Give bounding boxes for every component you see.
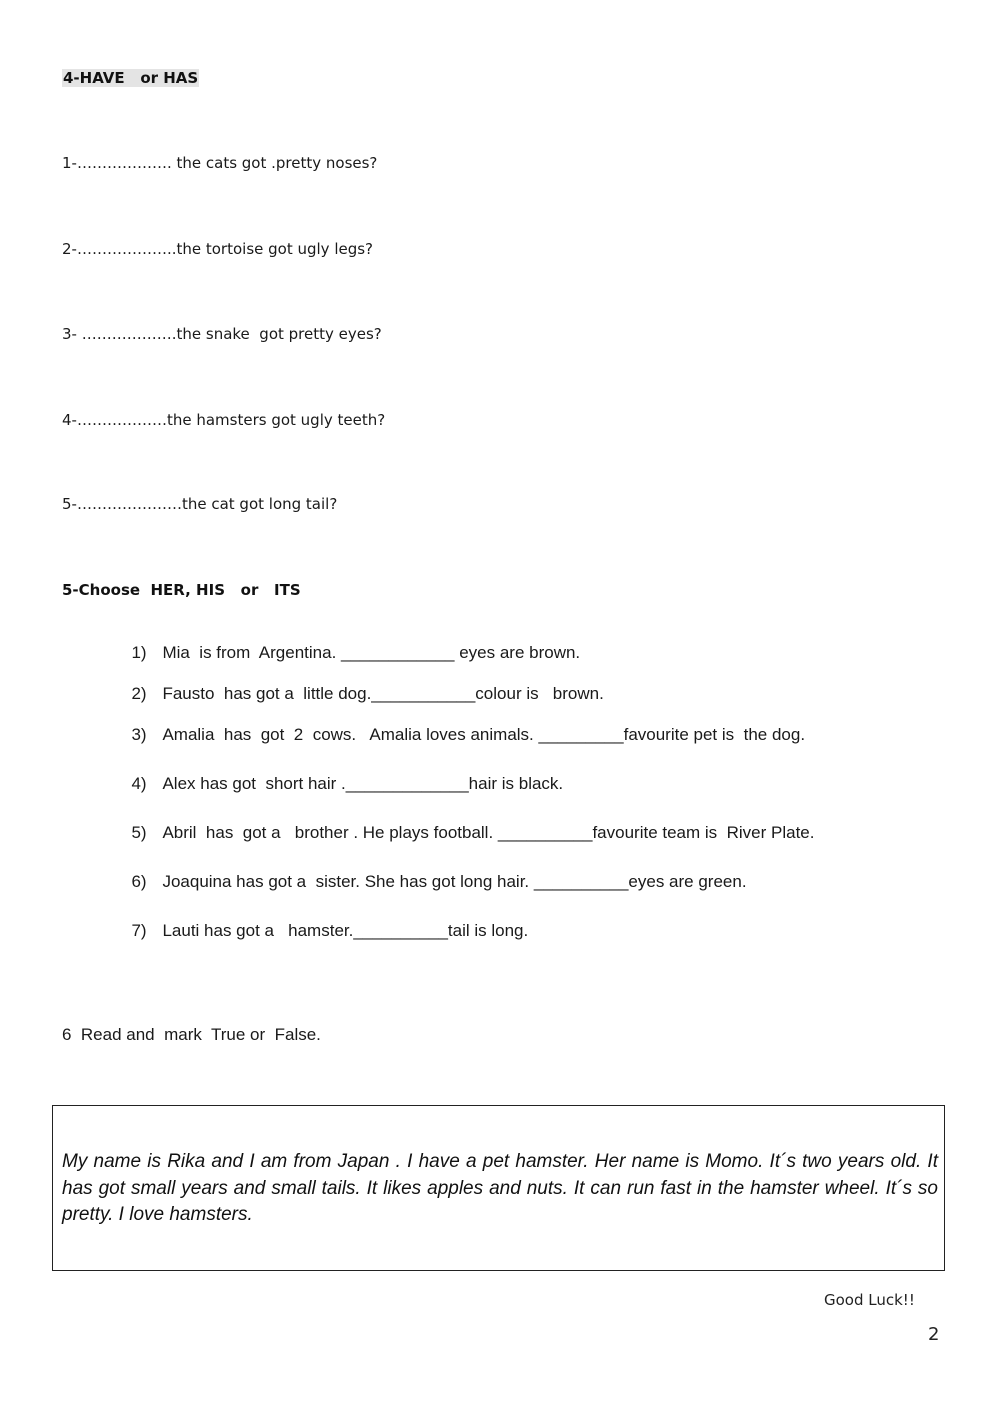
item-text: Amalia has got 2 cows. Amalia loves animals. _________favourite pet is the dog.: [162, 725, 806, 744]
section-4-title: 4-HAVE or HAS: [63, 69, 199, 87]
section-6-instruction: 6 Read and mark True or False.: [62, 1025, 321, 1044]
good-luck-text: Good Luck!!: [824, 1291, 915, 1309]
item-text: Lauti has got a hamster.__________tail is long.: [162, 921, 529, 940]
possessive-item-3: [122, 705, 805, 745]
item-text: Mia is from Argentina. ____________ eyes are brown.: [162, 643, 581, 662]
possessive-item-5: [122, 803, 814, 843]
item-number: 6): [131, 872, 147, 891]
item-text: Alex has got short hair ._____________hair is black.: [162, 774, 564, 793]
item-text: Abril has got a brother . He plays football. __________favourite team is River Plate.: [162, 823, 815, 842]
possessive-item-6: [122, 852, 747, 892]
item-number: 4): [131, 774, 147, 793]
possessive-item-1: [122, 623, 580, 663]
possessive-item-7: [122, 901, 528, 941]
section-5-title: 5-Choose HER, HIS or ITS: [62, 581, 301, 599]
item-number: 5): [131, 823, 147, 842]
have-has-question-5: 5-…………………the cat got long tail?: [62, 495, 338, 513]
have-has-question-4: 4-………………the hamsters got ugly teeth?: [62, 411, 386, 429]
possessive-item-4: [122, 754, 563, 794]
page-number: 2: [928, 1324, 940, 1345]
have-has-question-1: 1-………………. the cats got .pretty noses?: [62, 154, 378, 172]
item-number: 7): [131, 921, 147, 940]
item-number: 1): [131, 643, 147, 662]
item-number: 2): [131, 684, 147, 703]
reading-passage-box: [52, 1105, 945, 1271]
item-text: Joaquina has got a sister. She has got long hair. __________eyes are green.: [162, 872, 747, 891]
possessive-item-2: [122, 664, 604, 704]
have-has-question-3: 3- ……………….the snake got pretty eyes?: [62, 325, 382, 343]
reading-passage: My name is Rika and I am from Japan . I have a pet hamster. Her name is Momo. It´s two years old. It has got small years and small tails. It likes apples and nuts. It can run fast in the hamster wheel. It´s so pretty. I love hamsters.: [62, 1151, 938, 1225]
have-has-question-2: 2-………………..the tortoise got ugly legs?: [62, 240, 374, 258]
item-text: Fausto has got a little dog.___________colour is brown.: [162, 684, 604, 703]
item-number: 3): [131, 725, 147, 744]
